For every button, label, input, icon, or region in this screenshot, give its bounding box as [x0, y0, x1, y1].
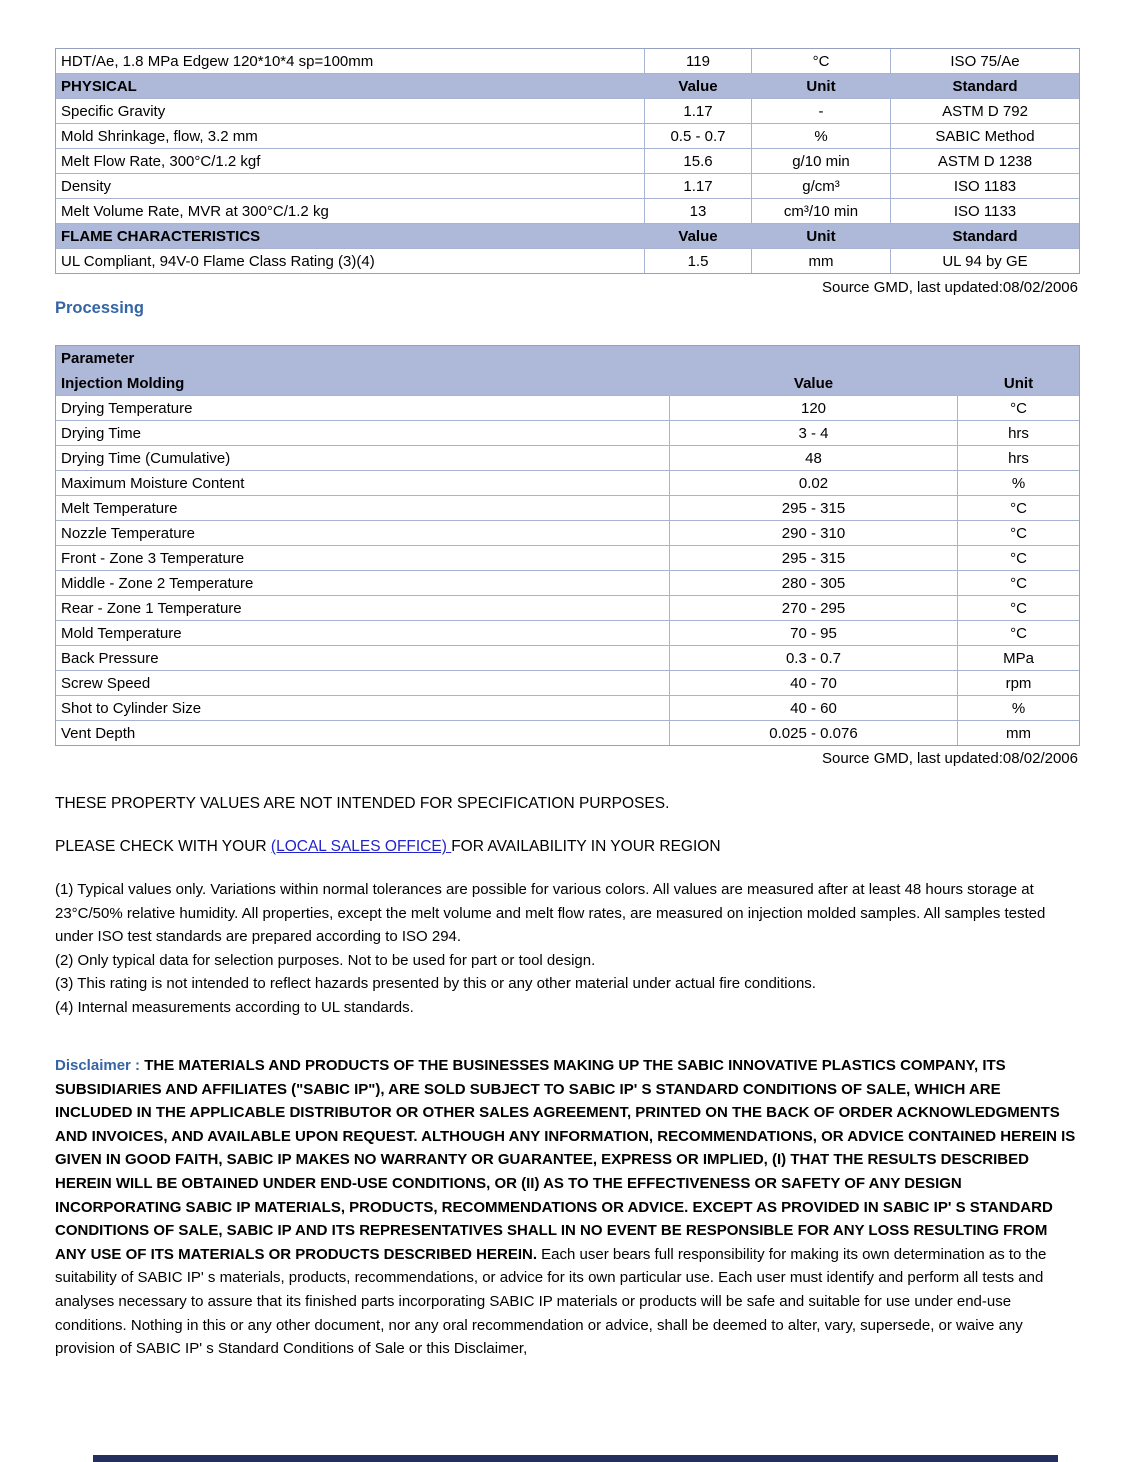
- table-row: [56, 521, 1079, 546]
- property-value-cell: 119: [645, 49, 752, 74]
- property-name-cell: Melt Flow Rate, 300°C/1.2 kgf: [56, 149, 645, 174]
- injection-molding-header-cell: Injection Molding: [56, 371, 670, 396]
- parameter-unit-cell: °C: [958, 396, 1079, 421]
- parameter-value-cell: 3 - 4: [670, 421, 958, 446]
- disclaimer: [55, 1054, 1080, 1361]
- parameter-value-cell: 0.02: [670, 471, 958, 496]
- parameter-unit-cell: °C: [958, 496, 1079, 521]
- property-name-cell: Specific Gravity: [56, 99, 645, 124]
- parameter-unit-cell: mm: [1006, 724, 1031, 742]
- parameter-unit-cell: %: [958, 696, 1079, 721]
- disclaimer-body-text: Each user bears full responsibility for making its own determination as to the suitability of SABIC IP' s materials, products, recommendations, or advice for its own particular use. Each user must identify and perform all tests and analyses necessary to assure that its finished parts incorporating SABIC IP materials or products will be safe and suitable for use under end-use conditions. Nothing in this or any other document, nor any oral recommendation or advice, shall be deemed to alter, vary, supersede, or waive any provision of SABIC IP' s Standard Conditions of Sale or this Disclaimer,: [55, 1245, 1047, 1358]
- footnote-1: (1) Typical values only. Variations within normal tolerances are possible for various colors. All values are measured after at least 48 hours storage at 23°C/50% relative humidity. All properties, except the melt volume and melt flow rates, are measured on injection molded samples. All samples tested under ISO test standards are prepared according to ISO 294.: [55, 881, 1046, 945]
- parameter-value-cell: 120: [670, 396, 958, 421]
- table-row: [56, 124, 1079, 149]
- table-row: [56, 646, 1079, 671]
- parameter-unit-cell: hrs: [958, 446, 1079, 471]
- property-value-cell: 1.17: [645, 99, 752, 124]
- parameter-unit-cell: rpm: [958, 671, 1079, 696]
- property-unit-cell: -: [752, 99, 891, 124]
- table-row: [56, 696, 1079, 721]
- table-row: [56, 721, 1079, 745]
- source-note: Source GMD, last updated:08/02/2006: [822, 279, 1078, 296]
- parameter-value-cell: 0.3 - 0.7: [670, 646, 958, 671]
- availability-suffix: FOR AVAILABILITY IN YOUR REGION: [451, 838, 721, 855]
- footnote-3: (3) This rating is not intended to reflect hazards presented by this or any other material under actual fire conditions.: [55, 975, 816, 992]
- parameter-name-cell: Screw Speed: [56, 671, 670, 696]
- value-header-cell: Value: [645, 224, 752, 249]
- table-row: [56, 174, 1079, 199]
- section-header-row-flame: [56, 224, 1079, 249]
- property-unit-cell: g/cm³: [752, 174, 891, 199]
- table-row: [56, 596, 1079, 621]
- parameter-value-cell: 70 - 95: [670, 621, 958, 646]
- property-name-cell: Density: [56, 174, 645, 199]
- specification-note: THESE PROPERTY VALUES ARE NOT INTENDED FOR SPECIFICATION PURPOSES.: [55, 795, 670, 812]
- value-header-cell: Value: [645, 74, 752, 99]
- disclaimer-label: Disclaimer :: [55, 1057, 145, 1074]
- table-row: [56, 396, 1079, 421]
- table-row: [56, 149, 1079, 174]
- standard-header-cell: Standard: [891, 224, 1079, 249]
- parameter-value-cell: 40 - 70: [670, 671, 958, 696]
- property-value-cell: 13: [645, 199, 752, 224]
- unit-header-cell: Unit: [752, 74, 891, 99]
- property-unit-cell: mm: [752, 249, 891, 273]
- table-row: [56, 471, 1079, 496]
- parameter-header-cell: Parameter: [56, 346, 1079, 371]
- footnote-2: (2) Only typical data for selection purposes. Not to be used for part or tool design.: [55, 951, 596, 969]
- property-value-cell: 15.6: [645, 149, 752, 174]
- injection-molding-header-row: [56, 371, 1079, 396]
- parameter-unit-cell: °C: [958, 596, 1079, 621]
- property-value-cell: 1.5: [645, 249, 752, 273]
- parameter-name-cell: Rear - Zone 1 Temperature: [56, 596, 670, 621]
- section-header-row-physical: [56, 74, 1079, 99]
- processing-heading: Processing: [55, 299, 144, 317]
- parameter-unit-cell: %: [958, 471, 1079, 496]
- table-row: [56, 199, 1079, 224]
- parameter-name-cell: Back Pressure: [56, 646, 670, 671]
- property-standard-cell: ISO 75/Ae: [891, 49, 1079, 74]
- parameter-value-cell: 40 - 60: [670, 696, 958, 721]
- table-row: [56, 496, 1079, 521]
- parameter-value-cell: 270 - 295: [670, 596, 958, 621]
- physical-properties-table: [55, 48, 1080, 274]
- source-note: Source GMD, last updated:08/02/2006: [822, 750, 1078, 767]
- parameter-name-cell: Nozzle Temperature: [56, 521, 670, 546]
- parameter-value-cell: 0.025 - 0.076: [670, 721, 958, 745]
- unit-header-cell: Unit: [958, 371, 1079, 396]
- table-row: [56, 546, 1079, 571]
- processing-table: [55, 345, 1080, 746]
- property-standard-cell: UL 94 by GE: [942, 252, 1028, 270]
- table-row: [56, 421, 1079, 446]
- property-standard-cell: ASTM D 1238: [891, 149, 1079, 174]
- table-row: [56, 671, 1079, 696]
- parameter-unit-cell: °C: [958, 521, 1079, 546]
- availability-statement: [55, 837, 1080, 856]
- property-unit-cell: cm³/10 min: [752, 199, 891, 224]
- table-row: [56, 446, 1079, 471]
- table-row: [56, 249, 1079, 273]
- parameter-name-cell: Shot to Cylinder Size: [56, 696, 670, 721]
- parameter-unit-cell: °C: [958, 571, 1079, 596]
- parameter-name-cell: Drying Temperature: [56, 396, 670, 421]
- section-title-cell: PHYSICAL: [56, 74, 645, 99]
- footnotes: [55, 878, 1080, 1019]
- availability-prefix: PLEASE CHECK WITH YOUR: [55, 838, 271, 855]
- parameter-name-cell: Front - Zone 3 Temperature: [56, 546, 670, 571]
- property-unit-cell: °C: [752, 49, 891, 74]
- property-standard-cell: ISO 1183: [891, 174, 1079, 199]
- parameter-unit-cell: hrs: [958, 421, 1079, 446]
- property-value-cell: 1.17: [645, 174, 752, 199]
- parameter-value-cell: 280 - 305: [670, 571, 958, 596]
- parameter-name-cell: Drying Time: [56, 421, 670, 446]
- parameter-name-cell: Melt Temperature: [56, 496, 670, 521]
- section-title-cell: FLAME CHARACTERISTICS: [56, 224, 645, 249]
- table-row: [56, 621, 1079, 646]
- parameter-name-cell: Drying Time (Cumulative): [56, 446, 670, 471]
- parameter-unit-cell: °C: [958, 621, 1079, 646]
- local-sales-office-link[interactable]: (LOCAL SALES OFFICE): [270, 838, 452, 855]
- parameter-name-cell: Mold Temperature: [56, 621, 670, 646]
- table-row: [56, 49, 1079, 74]
- table-row: [56, 571, 1079, 596]
- property-unit-cell: g/10 min: [752, 149, 891, 174]
- parameter-header-row: [56, 346, 1079, 371]
- property-name-cell: UL Compliant, 94V-0 Flame Class Rating (3)(4): [56, 249, 645, 273]
- property-standard-cell: ASTM D 792: [891, 99, 1079, 124]
- standard-header-cell: Standard: [891, 74, 1079, 99]
- page-bottom-bar: [93, 1455, 1058, 1462]
- parameter-value-cell: 295 - 315: [670, 496, 958, 521]
- table-row: [56, 99, 1079, 124]
- parameter-name-cell: Middle - Zone 2 Temperature: [56, 571, 670, 596]
- property-standard-cell: SABIC Method: [891, 124, 1079, 149]
- parameter-value-cell: 295 - 315: [670, 546, 958, 571]
- parameter-name-cell: Vent Depth: [56, 721, 670, 745]
- value-header-cell: Value: [670, 371, 958, 396]
- property-name-cell: Melt Volume Rate, MVR at 300°C/1.2 kg: [56, 199, 645, 224]
- parameter-value-cell: 290 - 310: [670, 521, 958, 546]
- property-value-cell: 0.5 - 0.7: [645, 124, 752, 149]
- parameter-value-cell: 48: [670, 446, 958, 471]
- parameter-unit-cell: °C: [958, 546, 1079, 571]
- parameter-name-cell: Maximum Moisture Content: [56, 471, 670, 496]
- unit-header-cell: Unit: [752, 224, 891, 249]
- property-name-cell: HDT/Ae, 1.8 MPa Edgew 120*10*4 sp=100mm: [56, 49, 645, 74]
- footnote-4: (4) Internal measurements according to UL standards.: [55, 998, 414, 1016]
- parameter-unit-cell: MPa: [958, 646, 1079, 671]
- property-standard-cell: ISO 1133: [891, 199, 1079, 224]
- disclaimer-bold-text: THE MATERIALS AND PRODUCTS OF THE BUSINESSES MAKING UP THE SABIC INNOVATIVE PLASTICS COMPANY, ITS SUBSIDIARIES AND AFFILIATES ("SABIC IP"), ARE SOLD SUBJECT TO SABIC IP' S STANDARD CONDITIONS OF SALE, WHICH ARE INCLUDED IN THE APPLICABLE DISTRIBUTOR OR OTHER SALES AGREEMENT, PRINTED ON THE BACK OF ORDER ACKNOWLEDGMENTS AND INVOICES, AND AVAILABLE UPON REQUEST. ALTHOUGH ANY INFORMATION, RECOMMENDATIONS, OR ADVICE CONTAINED HEREIN IS GIVEN IN GOOD FAITH, SABIC IP MAKES NO WARRANTY OR GUARANTEE, EXPRESS OR IMPLIED, (I) THAT THE RESULTS DESCRIBED HEREIN WILL BE OBTAINED UNDER END-USE CONDITIONS, OR (II) AS TO THE EFFECTIVENESS OR SAFETY OF ANY DESIGN INCORPORATING SABIC IP MATERIALS, PRODUCTS, RECOMMENDATIONS OR ADVICE. EXCEPT AS PROVIDED IN SABIC IP' S STANDARD CONDITIONS OF SALE, SABIC IP AND ITS REPRESENTATIVES SHALL IN NO EVENT BE RESPONSIBLE FOR ANY LOSS RESULTING FROM ANY USE OF ITS MATERIALS OR PRODUCTS DESCRIBED HEREIN.: [55, 1057, 1076, 1263]
- property-name-cell: Mold Shrinkage, flow, 3.2 mm: [56, 124, 645, 149]
- property-unit-cell: %: [752, 124, 891, 149]
